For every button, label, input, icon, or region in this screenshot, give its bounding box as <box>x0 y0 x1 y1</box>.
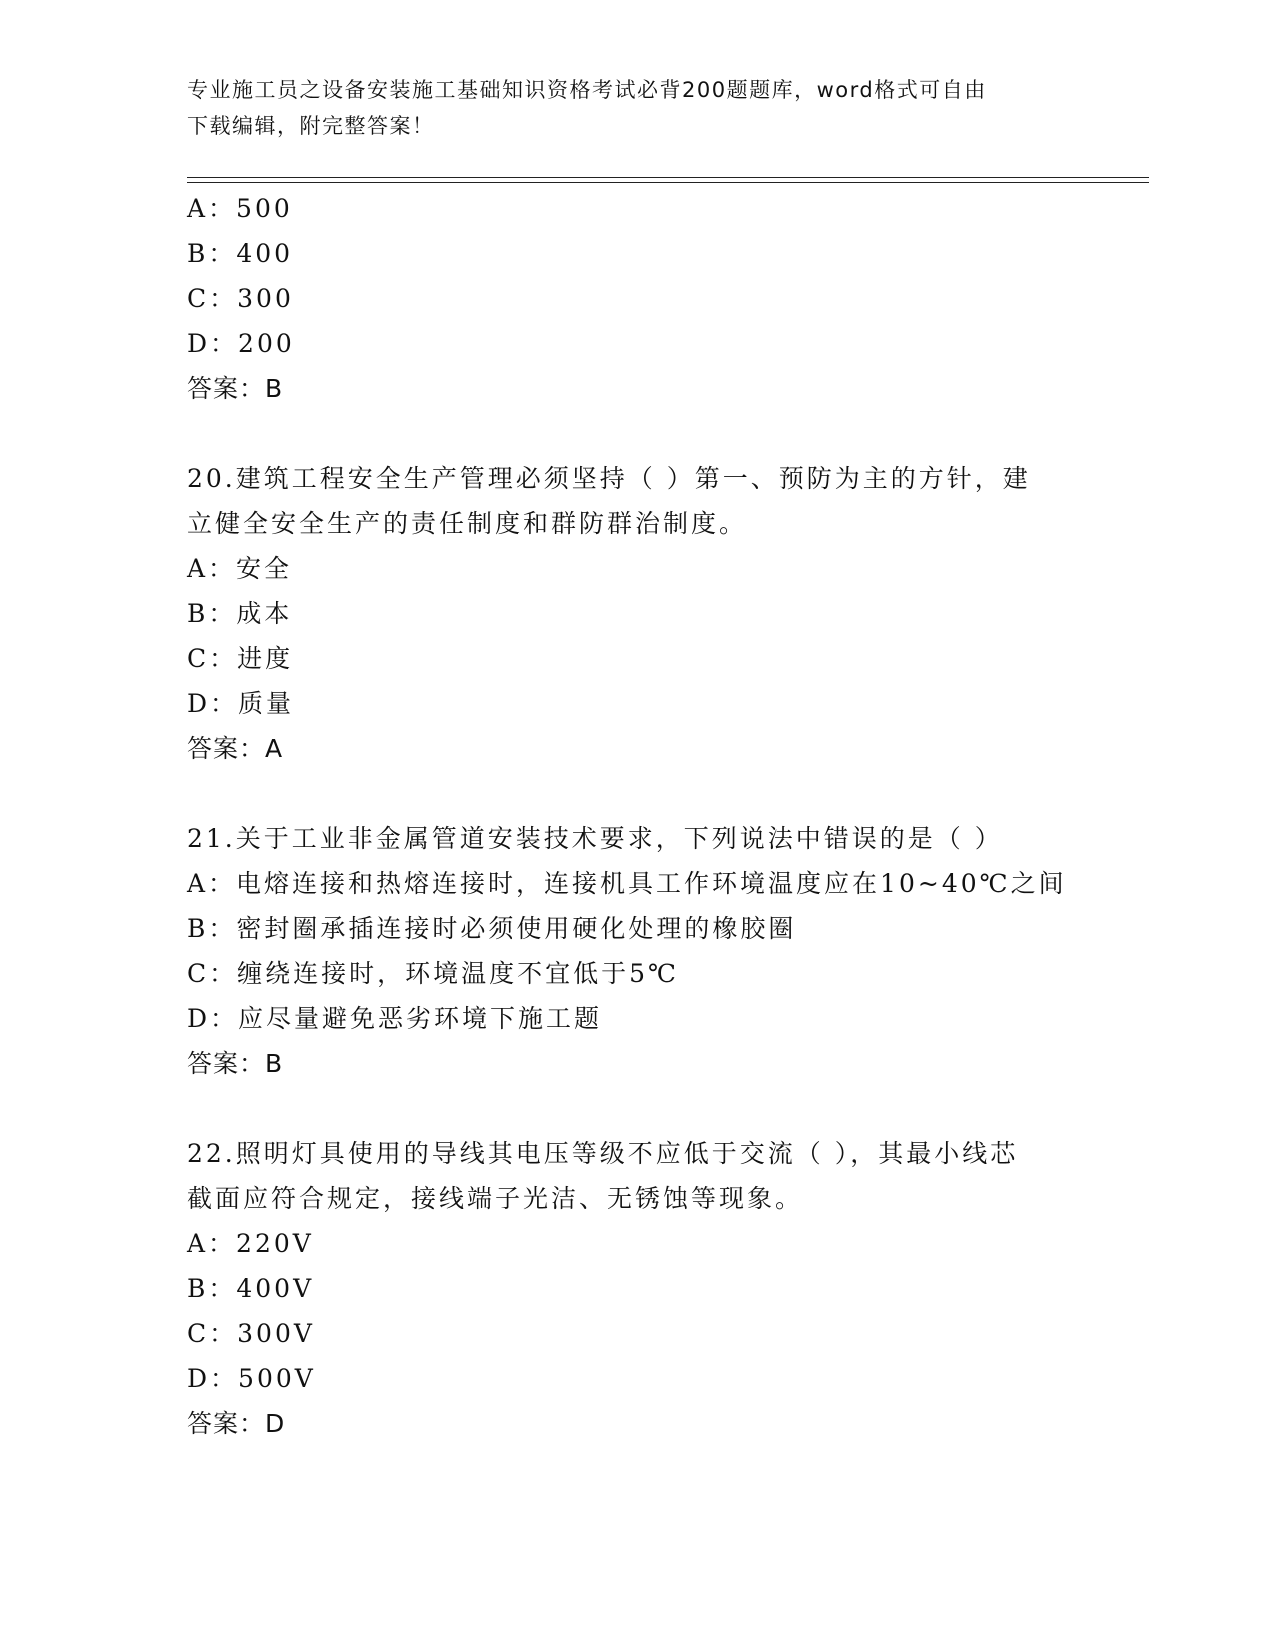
question-20-option-a: A：安全 <box>187 554 293 583</box>
question-22-stem-line-1: 22.照明灯具使用的导线其电压等级不应低于交流（ ），其最小线芯 <box>187 1139 1019 1168</box>
question-22-stem-line-2: 截面应符合规定，接线端子光洁、无锈蚀等现象。 <box>187 1184 804 1213</box>
question-21-option-a: A：电熔连接和热熔连接时，连接机具工作环境温度应在10~40℃之间 <box>187 869 1067 898</box>
question-22-answer: 答案：D <box>187 1409 286 1438</box>
header-divider-top <box>187 177 1149 178</box>
question-21-option-b: B：密封圈承插连接时必须使用硬化处理的橡胶圈 <box>187 914 797 943</box>
question-22-option-c: C：300V <box>187 1319 315 1348</box>
question-20-answer: 答案：A <box>187 734 284 763</box>
question-21-option-d: D：应尽量避免恶劣环境下施工题 <box>187 1004 603 1033</box>
question-20-stem-line-2: 立健全安全生产的责任制度和群防群治制度。 <box>187 509 748 538</box>
header-line-1: 专业施工员之设备安装施工基础知识资格考试必背200题题库，word格式可自由 <box>187 78 987 102</box>
question-22-option-a: A：220V <box>187 1229 314 1258</box>
question-21-stem-line-1: 21.关于工业非金属管道安装技术要求，下列说法中错误的是（ ） <box>187 824 1003 853</box>
option-b: B：400 <box>187 239 294 268</box>
header-divider-bottom <box>187 182 1149 183</box>
option-c: C：300 <box>187 284 294 313</box>
question-21-answer: 答案：B <box>187 1049 284 1078</box>
option-d: D：200 <box>187 329 295 358</box>
question-20-stem-line-1: 20.建筑工程安全生产管理必须坚持（ ）第一、预防为主的方针，建 <box>187 464 1031 493</box>
document-header <box>187 72 1087 144</box>
answer: 答案：B <box>187 374 284 403</box>
option-a: A：500 <box>187 194 293 223</box>
question-20-option-c: C：进度 <box>187 644 294 673</box>
question-21-option-c: C：缠绕连接时，环境温度不宜低于5℃ <box>187 959 680 988</box>
question-20-option-d: D：质量 <box>187 689 295 718</box>
question-22-option-d: D：500V <box>187 1364 316 1393</box>
question-20-option-b: B：成本 <box>187 599 293 628</box>
question-22-option-b: B：400V <box>187 1274 315 1303</box>
header-line-2: 下载编辑，附完整答案！ <box>187 114 435 138</box>
